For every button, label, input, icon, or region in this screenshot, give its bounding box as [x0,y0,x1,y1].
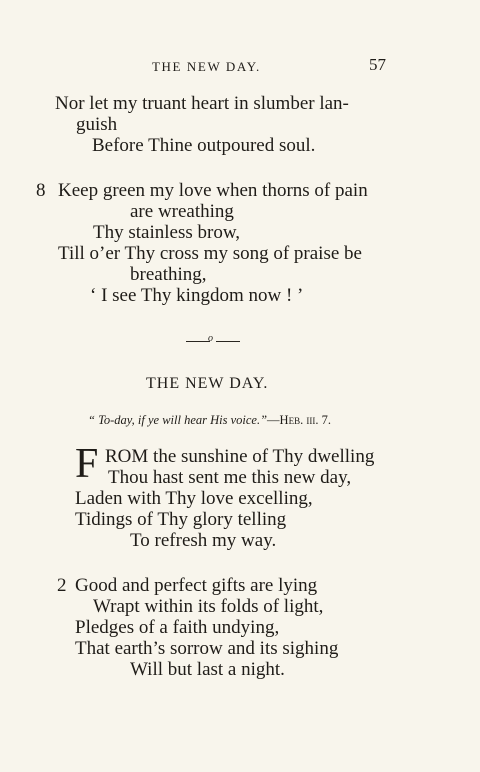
poem-line: That earth’s sorrow and its sighing [75,638,339,659]
poem-line: Wrapt within its folds of light, [93,596,324,617]
running-header: THE NEW DAY. [152,59,261,74]
epigraph-quote: “ To-day, if ye will hear His voice.” [88,413,268,427]
poem-line: are wreathing [130,201,234,222]
poem-line: breathing, [130,264,207,285]
stanza-number: 8 [36,180,46,201]
divider-mark: o [208,333,213,344]
poem-line: Till o’er Thy cross my song of praise be [58,243,362,264]
page-number: 57 [369,55,386,74]
poem-line: Tidings of Thy glory telling [75,509,287,530]
poem-line: Thy stainless brow, [93,222,241,243]
poem-line: ‘ I see Thy kingdom now ! ’ [90,285,304,306]
poem-line: ROM the sunshine of Thy dwelling [105,446,375,467]
poem-line: Thou hast sent me this new day, [108,467,352,488]
poem-line: guish [76,114,118,135]
poem-line: Good and perfect gifts are lying [75,575,318,596]
poem-line: Laden with Thy love excelling, [75,488,313,509]
poem-line: Will but last a night. [130,659,285,680]
divider-rule-right [216,341,240,342]
epigraph-reference: —Heb. iii. 7. [267,413,331,427]
poem-line: Pledges of a faith undying, [75,617,280,638]
poem-line: Nor let my truant heart in slumber lan- [55,93,349,114]
divider-rule-left [186,341,210,342]
hymn-title: THE NEW DAY. [146,375,269,392]
poem-line: Keep green my love when thorns of pain [58,180,368,201]
drop-cap: F [75,441,99,487]
poem-line: Before Thine outpoured soul. [92,135,316,156]
poem-line: To refresh my way. [130,530,277,551]
epigraph [88,413,331,428]
stanza-number: 2 [57,575,67,596]
